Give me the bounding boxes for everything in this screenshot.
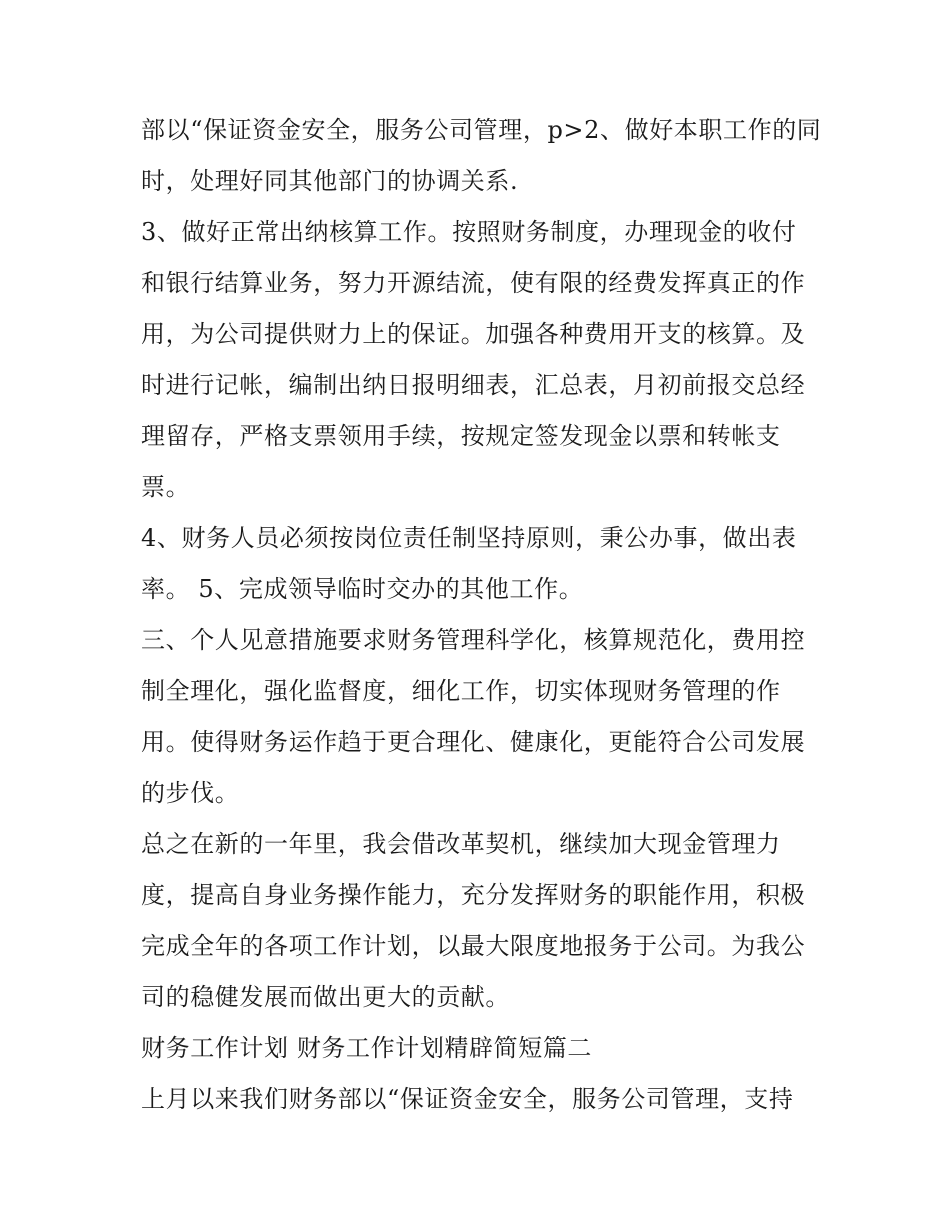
text-line: 时，处理好同其他部门的协调关系. <box>141 167 519 195</box>
text-line: 三、个人见意措施要求财务管理科学化，核算规范化，费用控 <box>141 626 806 654</box>
text-line: 4、财务人员必须按岗位责任制坚持原则，秉公办事，做出表 <box>141 524 797 552</box>
text-line: 制全理化，强化监督度，细化工作，切实体现财务管理的作 <box>141 677 781 705</box>
text-line: 用，为公司提供财力上的保证。加强各种费用开支的核算。及 <box>141 320 806 348</box>
text-line: 用。使得财务运作趋于更合理化、健康化，更能符合公司发展 <box>141 728 806 756</box>
text-line: 票。 <box>141 473 191 501</box>
text-line: 完成全年的各项工作计划，以最大限度地报务于公司。为我公 <box>141 932 806 960</box>
text-line: 总之在新的一年里，我会借改革契机，继续加大现金管理力 <box>141 830 781 858</box>
text-line: 上月以来我们财务部以“保证资金安全，服务公司管理，支持 <box>141 1085 794 1113</box>
text-line: 度，提高自身业务操作能力，充分发挥财务的职能作用，积极 <box>141 881 806 909</box>
document-body <box>141 105 821 1125</box>
text-line: 时进行记帐，编制出纳日报明细表，汇总表，月初前报交总经 <box>141 371 806 399</box>
text-line: 率。 5、完成领导临时交办的其他工作。 <box>141 575 584 603</box>
section-heading: 财务工作计划 财务工作计划精辟简短篇二 <box>141 1034 593 1062</box>
text-line: 理留存，严格支票领用手续，按规定签发现金以票和转帐支 <box>141 422 781 450</box>
text-line: 3、做好正常出纳核算工作。按照财务制度，办理现金的收付 <box>141 218 797 246</box>
text-line: 的步伐。 <box>141 779 240 807</box>
text-line: 部以“保证资金安全，服务公司管理，p>2、做好本职工作的同 <box>141 116 822 144</box>
text-line: 和银行结算业务，努力开源结流，使有限的经费发挥真正的作 <box>141 269 806 297</box>
text-line: 司的稳健发展而做出更大的贡献。 <box>141 983 510 1011</box>
